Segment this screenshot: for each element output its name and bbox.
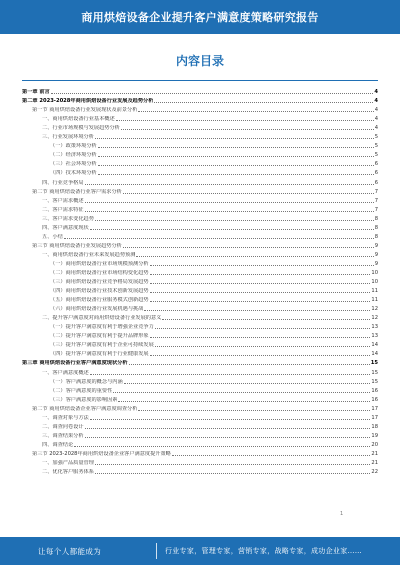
toc-entry[interactable] — [22, 312, 378, 321]
toc-entry-title: 五、小结 — [42, 233, 63, 240]
toc-entry-title: （三）客户满意度的影响因素 — [50, 396, 118, 403]
toc-leader-dots — [90, 419, 371, 420]
toc-entry-title: （二）经济环境分析 — [50, 152, 97, 159]
toc-leader-dots — [95, 464, 371, 465]
toc-leader-dots — [154, 102, 373, 103]
toc-entry-title: （一）政策环境分析 — [50, 143, 97, 150]
toc-entry-title: （一）客户满意度的概念与内涵 — [50, 378, 123, 385]
toc-entry-page: 6 — [374, 170, 378, 177]
toc-entry-title: 第二节 商用烘焙设备企业客户满意度调查分析 — [32, 405, 138, 412]
toc-entry[interactable] — [22, 348, 378, 357]
toc-entry-title: 三、客户需求变化趋势 — [42, 215, 94, 222]
toc-entry[interactable] — [22, 276, 378, 285]
toc-entry[interactable] — [22, 303, 378, 312]
toc-entry-page: 7 — [374, 206, 378, 213]
toc-entry-page: 20 — [371, 441, 378, 448]
toc-leader-dots — [95, 473, 371, 474]
toc-entry-title: 一、加强产品质量管理 — [42, 459, 94, 466]
toc-entry-page: 8 — [374, 215, 378, 222]
toc-entry[interactable] — [22, 385, 378, 394]
toc-divider — [22, 80, 378, 81]
toc-leader-dots — [98, 174, 374, 175]
toc-entry[interactable] — [22, 321, 378, 330]
toc-entry[interactable] — [22, 158, 378, 167]
toc-entry-title: 四、调查结论 — [42, 441, 74, 448]
toc-entry-title: 第一章 前言 — [22, 89, 50, 96]
toc-entry-page: 14 — [371, 351, 378, 358]
toc-entry-page: 5 — [374, 143, 378, 150]
page-footer — [0, 537, 400, 565]
toc-entry[interactable] — [22, 376, 378, 385]
page-number: 1 — [340, 511, 344, 517]
toc-entry-title: （二）提升客户满意度有利于提升品牌形象 — [50, 333, 149, 340]
toc-entry[interactable] — [22, 267, 378, 276]
toc-leader-dots — [85, 202, 374, 203]
toc-entry-title: 一、调查对象与方法 — [42, 414, 89, 421]
toc-entry-page: 4 — [374, 107, 378, 114]
toc-entry[interactable] — [22, 95, 378, 104]
toc-entry-title: （六）商用烘焙设备行业发展机遇与挑战 — [50, 306, 144, 313]
toc-entry[interactable] — [22, 149, 378, 158]
toc-leader-dots — [51, 93, 374, 94]
report-title: 商用烘焙设备企业提升客户满意度策略研究报告 — [81, 11, 319, 24]
toc-entry[interactable] — [22, 430, 378, 439]
toc-entry[interactable] — [22, 339, 378, 348]
toc-entry-page: 12 — [371, 306, 378, 313]
toc-entry-title: 二、调查问卷设计 — [42, 423, 84, 430]
toc-entry[interactable] — [22, 113, 378, 122]
toc-entry-page: 9 — [374, 242, 378, 249]
toc-entry[interactable] — [22, 167, 378, 176]
toc-entry-title: （四）提升客户满意度有利于行业健康发展 — [50, 351, 149, 358]
toc-entry[interactable] — [22, 204, 378, 213]
toc-leader-dots — [150, 265, 374, 266]
toc-leader-dots — [116, 120, 374, 121]
toc-leader-dots — [90, 229, 374, 230]
toc-entry-page: 13 — [371, 333, 378, 340]
toc-leader-dots — [136, 256, 373, 257]
toc-entry-title: 二、提升客户满意度对商用烘焙设备行业发展的意义 — [42, 315, 162, 322]
toc-entry-page: 7 — [374, 188, 378, 195]
toc-leader-dots — [172, 455, 371, 456]
toc-entry-title: 二、行业市场规模与发展趋势分析 — [42, 125, 120, 132]
toc-entry-title: （一）提升客户满意度有利于增强企业竞争力 — [50, 324, 154, 331]
toc-entry[interactable] — [22, 285, 378, 294]
toc-entry-title: 第三节 商用烘焙设备行业发展趋势分析 — [32, 242, 122, 249]
toc-entry-page: 10 — [371, 269, 378, 276]
toc-entry-title: 一、客户满意度概述 — [42, 369, 89, 376]
toc-entry[interactable] — [22, 439, 378, 448]
toc-entry-page: 18 — [371, 423, 378, 430]
toc-entry-title: 一、商用烘焙设备行业未来发展趋势预测 — [42, 251, 136, 258]
toc-entry-page: 4 — [374, 89, 378, 96]
footer-slogan: 让每个人都能成为 — [38, 546, 102, 556]
toc-leader-dots — [144, 310, 370, 311]
toc-entry-title: 第二节 商用烘焙设备行业客户需求分析 — [32, 188, 122, 195]
toc-entry[interactable] — [22, 403, 378, 412]
toc-entry-page: 15 — [370, 360, 378, 367]
toc-entry[interactable] — [22, 421, 378, 430]
toc-entry[interactable] — [22, 249, 378, 258]
toc-heading: 内容目录 — [175, 54, 224, 68]
toc-entry-title: （一）商用烘焙设备行业市场规模预测分析 — [50, 260, 149, 267]
toc-leader-dots — [85, 184, 374, 185]
toc-entry-page: 10 — [371, 279, 378, 286]
toc-leader-dots — [155, 328, 371, 329]
toc-leader-dots — [85, 437, 371, 438]
toc-leader-dots — [150, 337, 371, 338]
toc-entry-title: （五）商用烘焙设备行业服务模式创新趋势 — [50, 297, 149, 304]
toc-leader-dots — [98, 156, 374, 157]
toc-entry-title: 第三章 商用烘焙设备行业客户满意度现状分析 — [22, 360, 128, 367]
toc-entry-title: （三）提升客户满意度有利于企业可持续发展 — [50, 342, 154, 349]
toc-leader-dots — [95, 138, 374, 139]
toc-entry-page: 16 — [371, 396, 378, 403]
toc-entry-page: 19 — [371, 432, 378, 439]
toc-entry-page: 5 — [374, 134, 378, 141]
toc-leader-dots — [150, 283, 371, 284]
toc-entry-page: 14 — [371, 342, 378, 349]
toc-entry-page: 8 — [374, 233, 378, 240]
toc-leader-dots — [98, 147, 374, 148]
toc-entry-title: 二、客户需求特征 — [42, 206, 84, 213]
toc-entry-page: 17 — [371, 405, 378, 412]
toc-entry[interactable] — [22, 86, 378, 95]
toc-entry-page: 13 — [371, 324, 378, 331]
toc-entry[interactable] — [22, 195, 378, 204]
toc-leader-dots — [150, 274, 371, 275]
toc-entry[interactable] — [22, 213, 378, 222]
toc-entry-page: 11 — [371, 288, 378, 295]
toc-entry-page: 7 — [374, 197, 378, 204]
toc-entry-title: 一、客户需求概述 — [42, 197, 84, 204]
toc-entry[interactable] — [22, 186, 378, 195]
toc-entry[interactable] — [22, 140, 378, 149]
toc-leader-dots — [123, 193, 374, 194]
toc-entry-page: 4 — [374, 98, 378, 105]
toc-entry-title: 四、客户满意度现状 — [42, 224, 89, 231]
toc-entry[interactable] — [22, 357, 378, 366]
toc-leader-dots — [113, 392, 370, 393]
toc-leader-dots — [138, 410, 370, 411]
page-header — [0, 0, 400, 34]
toc-leader-dots — [95, 220, 374, 221]
toc-entry-title: （三）社会环境分析 — [50, 161, 97, 168]
toc-entry-title: 三、行业发展环境分析 — [42, 134, 94, 141]
toc-entry[interactable] — [22, 412, 378, 421]
toc-entry[interactable] — [22, 330, 378, 339]
toc-leader-dots — [138, 111, 373, 112]
toc-leader-dots — [85, 211, 374, 212]
footer-divider — [156, 543, 157, 559]
toc-leader-dots — [150, 292, 371, 293]
toc-entry[interactable] — [22, 240, 378, 249]
toc-leader-dots — [98, 165, 374, 166]
toc-leader-dots — [155, 346, 371, 347]
toc-entry[interactable] — [22, 394, 378, 403]
toc-entry-page: 17 — [371, 414, 378, 421]
toc-entry-page: 21 — [371, 459, 378, 466]
toc-entry[interactable] — [22, 122, 378, 131]
toc-leader-dots — [129, 364, 370, 365]
toc-entry-page: 15 — [371, 369, 378, 376]
toc-entry[interactable] — [22, 258, 378, 267]
toc-entry-page: 22 — [371, 469, 378, 476]
toc-entry-title: 第三节 2023-2028年商用烘焙设备企业客户满意度提升策略 — [32, 450, 171, 457]
toc-entry-page: 5 — [374, 152, 378, 159]
toc-entry-title: 第二章 2023-2028年商用烘焙设备行业发展及趋势分析 — [22, 98, 154, 105]
toc-entry-page: 8 — [374, 224, 378, 231]
toc-entry-page: 6 — [374, 179, 378, 186]
toc-entry[interactable] — [22, 104, 378, 113]
toc-leader-dots — [150, 301, 371, 302]
toc-entry[interactable] — [22, 366, 378, 375]
toc-entry-page: 12 — [371, 315, 378, 322]
toc-entry-page: 9 — [374, 251, 378, 258]
toc-leader-dots — [118, 401, 370, 402]
toc-entry-title: （二）客户满意度的重要性 — [50, 387, 113, 394]
toc-entry-title: 二、优化客户服务体系 — [42, 469, 94, 476]
toc-entry-title: （三）商用烘焙设备行业竞争格局发展趋势 — [50, 279, 149, 286]
footer-tagline: 行业专家，管理专家，营销专家，战略专家，成功企业家…… — [165, 547, 363, 555]
toc-entry-page: 16 — [371, 387, 378, 394]
toc-entry-page: 4 — [374, 125, 378, 132]
toc-leader-dots — [121, 129, 374, 130]
toc-leader-dots — [162, 319, 370, 320]
toc-entry[interactable] — [22, 131, 378, 140]
toc-entry-title: （四）技术环境分析 — [50, 170, 97, 177]
toc-entry-title: 第一节 商用烘焙设备行业发展现状及前景分析 — [32, 107, 138, 114]
toc-entry[interactable] — [22, 466, 378, 475]
toc-entry-title: （二）商用烘焙设备行业市场结构变化趋势 — [50, 269, 149, 276]
toc-entry[interactable] — [22, 231, 378, 240]
toc-entry-page: 6 — [374, 161, 378, 168]
toc-entry-title: （四）商用烘焙设备行业技术创新发展趋势 — [50, 288, 149, 295]
toc-leader-dots — [124, 383, 371, 384]
toc-entry[interactable] — [22, 448, 378, 457]
toc-entry-title: 三、调查结果分析 — [42, 432, 84, 439]
toc-entry-title: 一、商用烘焙设备行业基本概述 — [42, 116, 115, 123]
toc-entry-page: 21 — [371, 450, 378, 457]
toc-entry-page: 4 — [374, 116, 378, 123]
toc-entry-page: 11 — [371, 297, 378, 304]
toc-entry[interactable] — [22, 294, 378, 303]
toc-entry[interactable] — [22, 176, 378, 185]
toc-entry-page: 9 — [374, 260, 378, 267]
toc-leader-dots — [123, 247, 374, 248]
toc-leader-dots — [90, 374, 371, 375]
toc-leader-dots — [85, 428, 371, 429]
toc-leader-dots — [74, 446, 370, 447]
toc-leader-dots — [64, 238, 374, 239]
toc-entry[interactable] — [22, 457, 378, 466]
table-of-contents — [22, 86, 378, 475]
toc-leader-dots — [150, 355, 371, 356]
toc-entry[interactable] — [22, 222, 378, 231]
toc-entry-title: 四、行业竞争格局 — [42, 179, 84, 186]
toc-entry-page: 15 — [371, 378, 378, 385]
